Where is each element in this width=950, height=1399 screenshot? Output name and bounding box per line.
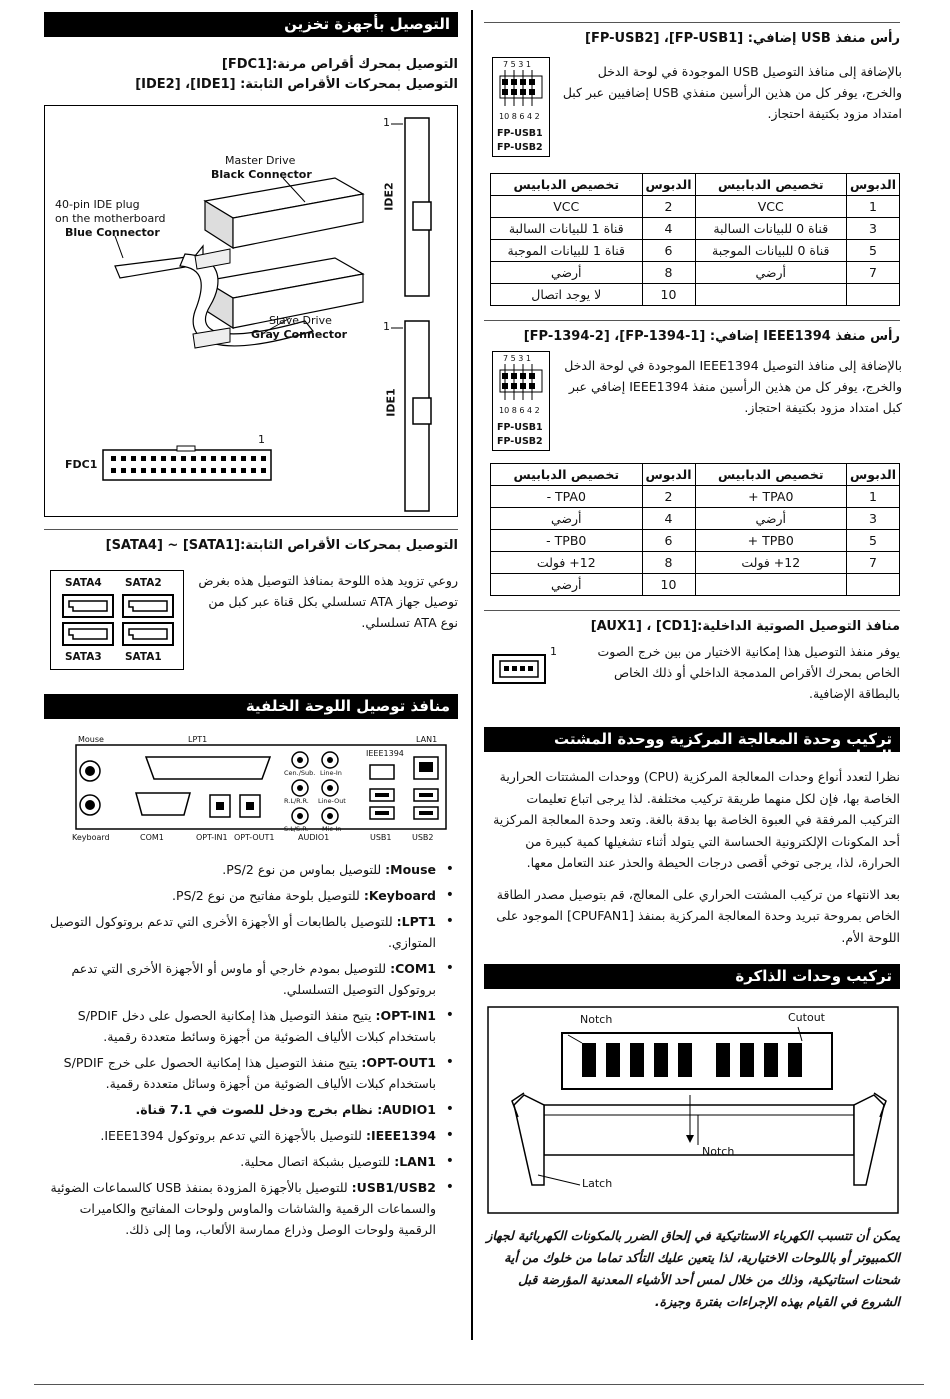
table-cell <box>695 574 847 596</box>
table-cell: VCC <box>491 196 643 218</box>
memory-section-title: تركيب وحدات الذاكرة <box>484 964 900 989</box>
list-item-term: LAN1: <box>394 1154 436 1169</box>
pins-top-label: 7 5 3 1 <box>503 60 531 69</box>
fp-usb2-label: FP-USB2 <box>497 142 543 153</box>
table-cell: 3 <box>847 218 900 240</box>
internal-audio-heading: منافذ التوصيل الصوتية الداخلية:[CD1] ، [AUX1] <box>590 619 900 634</box>
rear-lan-label: LAN1 <box>416 735 438 744</box>
table-header: تخصيص الدبابيس <box>491 174 643 196</box>
table-cell: 6 <box>642 240 695 262</box>
table-cell: TPA0 - <box>491 486 643 508</box>
rear-ieee-label: IEEE1394 <box>366 749 404 758</box>
list-item-text: للتوصيل بلوحة مفاتيح من نوع PS/2. <box>172 888 364 903</box>
rear-optin-label: OPT-IN1 <box>196 833 228 842</box>
table-header: تخصيص الدبابيس <box>491 464 643 486</box>
table-cell: 1 <box>847 486 900 508</box>
list-item <box>44 911 458 953</box>
list-item-term: COM1: <box>390 961 436 976</box>
table-cell: 2 <box>642 196 695 218</box>
table-header: الدبوس <box>847 174 900 196</box>
ide-plug-label: 40-pin IDE plug <box>55 198 140 211</box>
list-item-term: OPT-OUT1: <box>361 1055 436 1070</box>
table-cell: قناة 1 للبيانات الموجبة <box>491 240 643 262</box>
table-cell: 8 <box>642 262 695 284</box>
table-cell: 4 <box>642 508 695 530</box>
table-cell: 2 <box>642 486 695 508</box>
list-item <box>44 1005 458 1047</box>
table-row <box>491 530 900 552</box>
rear-censub-label: Cen./Sub. <box>284 769 316 777</box>
rear-usb2-label: USB2 <box>412 833 434 842</box>
right-column <box>484 12 900 1313</box>
sata-heading: التوصيل بمحركات الأقراص الثابتة:[SATA1] ~ [SATA4] <box>105 538 458 553</box>
table-cell: VCC <box>695 196 847 218</box>
notch-label: Notch <box>580 1013 613 1026</box>
table-cell: قناة 0 للبيانات الموجبة <box>695 240 847 262</box>
pins-top-label: 7 5 3 1 <box>503 354 531 363</box>
aux-connector-icon <box>492 651 552 687</box>
table-cell: أرضي <box>695 508 847 530</box>
motherboard-label: on the motherboard <box>55 212 166 225</box>
sata3-label: SATA3 <box>65 651 102 663</box>
rear-micin-label: Mic-In <box>322 825 342 833</box>
list-item <box>44 958 458 1000</box>
ieee-header-section <box>484 351 900 455</box>
sata-description: روعي تزويد هذه اللوحة بمنافذ التوصيل هذه بغرض توصيل جهاز ATA تسلسلي بكل قناة عبر كبل من نوع ATA تسلسلي. <box>198 573 458 630</box>
fp-usb2-label: FP-USB2 <box>497 436 543 447</box>
table-cell: 10 <box>642 284 695 306</box>
list-item-term: LPT1: <box>396 914 436 929</box>
ieee-header-diagram <box>492 351 550 451</box>
list-item-text: للتوصيل بالطابعات أو الأجهزة الأخرى التي تدعم بروتوكول التوصيل المتوازي. <box>50 914 436 950</box>
table-cell: 5 <box>847 240 900 262</box>
table-row <box>491 174 900 196</box>
table-row <box>491 552 900 574</box>
rear-panel-diagram <box>44 735 458 845</box>
fdc-pin1-label: 1 <box>258 433 265 446</box>
list-item <box>44 1151 458 1172</box>
table-row <box>491 262 900 284</box>
list-item-text: يتيح منفذ التوصيل هذا إمكانية الحصول على دخل S/PDIF باستخدام كبلات الألياف الضوئية من أجهزة وسائط متعددة رقمية. <box>77 1008 436 1044</box>
usb-header-heading: رأس منفذ USB إضافي: [FP-USB1]، [FP-USB2] <box>585 31 900 46</box>
ieee-header-description: بالإضافة إلى منافذ التوصيل IEEE1394 الموجودة في لوحة الدخل والخرج، يوفر كل من هذين الرأسين منفذ IEEE1394 إضافي عبر كبل امتداد مزود بكتيفة احتجاز. <box>564 358 902 415</box>
list-item-term: Mouse: <box>385 862 436 877</box>
cpu-paragraph-2: بعد الانتهاء من تركيب المشتت الحراري على المعالج، قم بتوصيل مصدر الطاقة الخاص بمروحة تبريد وحدة المعالجة المركزية بمنفذ [CPUFAN1] الموجود على اللوحة الأم. <box>496 886 900 945</box>
pins-bottom-label: 10 8 6 4 2 <box>499 112 540 121</box>
rear-slsr-label: S.L/S.R. <box>284 825 309 833</box>
storage-section-title: التوصيل بأجهزة تخزين <box>44 12 458 37</box>
fp-usb1-label: FP-USB1 <box>497 422 543 433</box>
table-cell: 7 <box>847 552 900 574</box>
slave-drive-label: Slave Drive <box>269 314 332 327</box>
usb-pin-table <box>490 173 900 306</box>
internal-audio-section <box>484 641 900 711</box>
rear-keyboard-label: Keyboard <box>72 833 110 842</box>
table-cell <box>847 574 900 596</box>
rear-audio-label: AUDIO1 <box>298 833 330 842</box>
gray-connector-label: Gray Connector <box>251 328 348 341</box>
sata1-label: SATA1 <box>125 651 162 663</box>
aux-pin1-label: 1 <box>550 645 557 658</box>
rear-rlrr-label: R.L/R.R. <box>284 797 309 805</box>
table-cell: 3 <box>847 508 900 530</box>
ieee-pin-table <box>490 463 900 596</box>
rear-linein-label: Line-In <box>320 769 342 777</box>
list-item-text: للتوصيل بالأجهزة المزودة بمنفذ USB كالسماعات الضوئية والسماعات الرقمية والشاشات والماوس ولوحات المفاتيح والكاميرات الرقمية ولوحات الوصل وذراع ممارسة الألعاب، وما إلى ذلك. <box>50 1180 436 1237</box>
list-item-term: Keyboard: <box>363 888 436 903</box>
left-column <box>44 12 458 1245</box>
table-cell: TPB0 + <box>695 530 847 552</box>
table-cell: أرضي <box>695 262 847 284</box>
ide-heading: التوصيل بمحركات الأقراص الثابتة: [IDE1]، [IDE2] <box>135 77 458 92</box>
table-cell: 8 <box>642 552 695 574</box>
list-item-text: يتيح منفذ التوصيل هذا إمكانية الحصول على خرج S/PDIF باستخدام كبلات الألياف الضوئية من أجهزة وسائل متعددة رقمية. <box>63 1055 436 1091</box>
usb-header-description: بالإضافة إلى منافذ التوصيل USB الموجودة في لوحة الدخل والخرج، يوفر كل من هذين الرأسين منفذي USB إضافيين عبر كبل امتداد مزود بكتيفة احتجاز. <box>562 64 902 121</box>
black-connector-label: Black Connector <box>211 168 312 181</box>
sata-diagram <box>50 570 184 670</box>
list-item <box>44 1177 458 1240</box>
table-row <box>491 574 900 596</box>
usb-header-section <box>484 57 900 163</box>
table-cell: أرضي <box>491 508 643 530</box>
internal-audio-description: يوفر منفذ التوصيل هذا إمكانية الاختيار من بين خرج الصوت الخاص بمحرك الأقراص المدمجة الداخلي أو ذلك الخاص بالبطاقة الإضافية. <box>597 644 900 701</box>
static-warning: يمكن أن تتسبب الكهرباء الاستاتيكية في إلحاق الضرر بالمكونات الكهربائية لجهاز الكمبيوتر أو باللوحات الاختيارية، لذا يتعين عليك التأكد تماما من خلوك من أية شحنات استاتيكية، وذلك من خلال لمس أحد الأشياء المعدنية المؤرضة قبل الشروع في القيام بهذه الإجراءات بفترة وجيزة. <box>486 1228 900 1309</box>
cpu-section-title: تركيب وحدة المعالجة المركزية ووحدة المشتت الحراري <box>484 727 900 752</box>
rear-lpt1-label: LPT1 <box>188 735 208 744</box>
list-item-term: USB1/USB2: <box>351 1180 436 1195</box>
list-item <box>44 885 458 906</box>
table-cell: قناة 1 للبيانات السالبة <box>491 218 643 240</box>
table-row <box>491 196 900 218</box>
rear-lineout-label: Line-Out <box>318 797 346 805</box>
table-cell <box>695 284 847 306</box>
table-row <box>491 284 900 306</box>
list-item-term: IEEE1394: <box>365 1128 436 1143</box>
table-cell <box>847 284 900 306</box>
table-cell: 12+ فولت <box>695 552 847 574</box>
master-drive-label: Master Drive <box>225 154 296 167</box>
table-cell: TPA0 + <box>695 486 847 508</box>
column-divider <box>471 10 473 1340</box>
cutout-label: Cutout <box>788 1011 825 1024</box>
fp-usb1-label: FP-USB1 <box>497 128 543 139</box>
cpu-paragraph-1: نظرا لتعدد أنواع وحدات المعالجة المركزية (CPU) ووحدات المشتتات الحرارية الخاصة بها، فإن لكل منهما طريقة تركيب مختلفة. لذا يرجى اتباع تعليمات التركيب المرفقة في العبوة الخاصة بها بدقة بالغة. وتعد وحدة المعالجة المركزية أحد المكونات الإلكترونية الحساسة التي يتولد أثناء تشغيلها كمية كبيرة من الحرارة، لذا، يرجى توخي أقصى درجات الحيطة والحذر عند التعامل معها. <box>493 769 900 870</box>
usb-header-diagram <box>492 57 550 157</box>
footer-rule <box>34 1384 924 1385</box>
rear-panel-title: منافذ توصيل اللوحة الخلفية <box>44 694 458 719</box>
list-item <box>44 1125 458 1146</box>
ieee-header-heading: رأس منفذ IEEE1394 إضافي: [FP-1394-1]، [FP-1394-2] <box>523 329 900 344</box>
table-row <box>491 464 900 486</box>
table-cell: أرضي <box>491 574 643 596</box>
list-item-text: للتوصيل بمودم خارجي أو ماوس أو الأجهزة الأخرى التي تدعم بروتوكول التوصيل التسلسلي. <box>71 961 436 997</box>
table-row <box>491 218 900 240</box>
sata-section <box>44 570 458 680</box>
table-header: تخصيص الدبابيس <box>695 464 847 486</box>
table-cell: 4 <box>642 218 695 240</box>
table-header: الدبوس <box>847 464 900 486</box>
table-cell: 6 <box>642 530 695 552</box>
table-cell: 10 <box>642 574 695 596</box>
list-item <box>44 859 458 880</box>
table-cell: 5 <box>847 530 900 552</box>
rear-com1-label: COM1 <box>140 833 164 842</box>
rear-usb1-label: USB1 <box>370 833 392 842</box>
table-row <box>491 486 900 508</box>
table-row <box>491 508 900 530</box>
memory-install-diagram <box>484 1005 900 1215</box>
list-item <box>44 1052 458 1094</box>
table-header: الدبوس <box>642 174 695 196</box>
fdc-heading: التوصيل بمحرك أقراص مرنة:[FDC1] <box>221 57 458 72</box>
list-item <box>44 1099 458 1120</box>
aux-connector-diagram <box>492 645 557 687</box>
ide1-pin1-label: 1 <box>383 320 390 333</box>
list-item-text: نظام بخرج ودخل للصوت في 7.1 قناة. <box>135 1102 378 1117</box>
list-item-term: AUDIO1: <box>377 1102 436 1117</box>
pins-bottom-label: 10 8 6 4 2 <box>499 406 540 415</box>
fdc1-label: FDC1 <box>65 458 98 471</box>
table-cell: TPB0 - <box>491 530 643 552</box>
table-cell: 7 <box>847 262 900 284</box>
latch-label: Latch <box>582 1177 613 1190</box>
table-cell: أرضي <box>491 262 643 284</box>
ide1-label: IDE1 <box>384 388 398 417</box>
ide-fdc-diagram <box>44 105 458 517</box>
list-item-text: للتوصيل بشبكة اتصال محلية. <box>240 1154 395 1169</box>
table-cell: لا يوجد اتصال <box>491 284 643 306</box>
rear-mouse-label: Mouse <box>78 735 104 744</box>
slot-notch-label: Notch <box>702 1145 735 1158</box>
table-cell: 12+ فولت <box>491 552 643 574</box>
table-cell: 1 <box>847 196 900 218</box>
table-row <box>491 240 900 262</box>
rear-port-list <box>44 859 458 1240</box>
list-item-text: للتوصيل بماوس من نوع PS/2. <box>222 862 386 877</box>
table-header: تخصيص الدبابيس <box>695 174 847 196</box>
memory-module-illustration <box>484 1005 900 1215</box>
ide2-label: IDE2 <box>382 182 396 211</box>
rear-optout-label: OPT-OUT1 <box>234 833 275 842</box>
table-header: الدبوس <box>642 464 695 486</box>
sata2-label: SATA2 <box>125 577 162 589</box>
table-cell: قناة 0 للبيانات السالبة <box>695 218 847 240</box>
sata4-label: SATA4 <box>65 577 102 589</box>
ide2-pin1-label: 1 <box>383 116 390 129</box>
blue-connector-label: Blue Connector <box>65 226 160 239</box>
list-item-term: OPT-IN1: <box>375 1008 436 1023</box>
list-item-text: للتوصيل بالأجهزة التي تدعم بروتوكول IEEE1394. <box>100 1128 366 1143</box>
